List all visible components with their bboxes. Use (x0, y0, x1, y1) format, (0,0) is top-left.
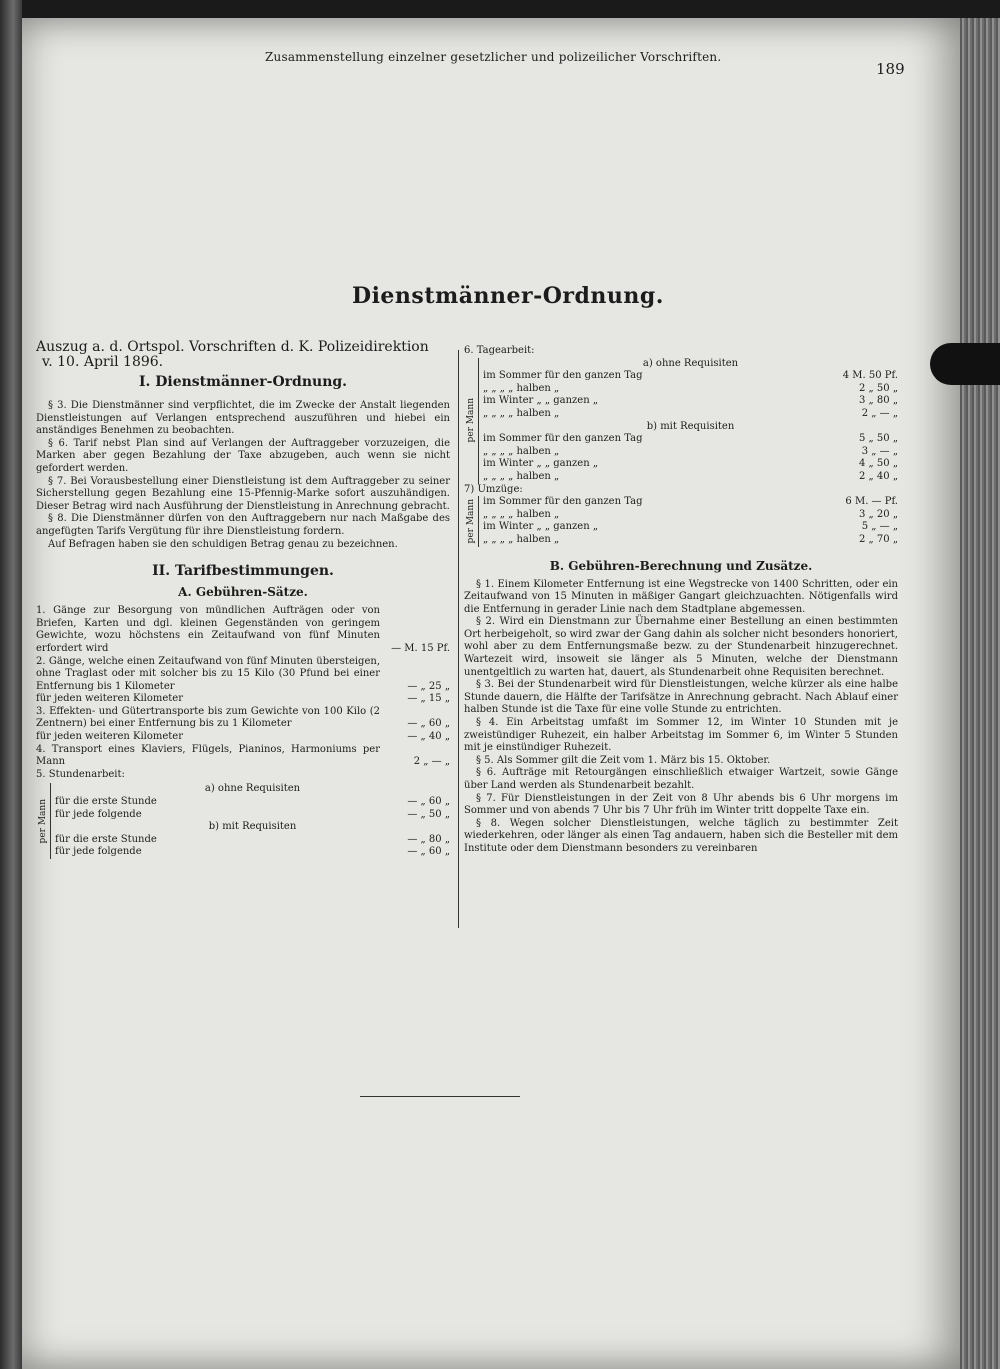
tariff-amount: 3 „ 80 „ (859, 395, 898, 407)
paragraph: § 3. Die Dienstmänner sind verpflichtet, die im Zwecke der Anstalt liegenden Dienstleistungen auf Verlangen entsprechend auszuführen und hiebei ein anständiges Benehmen zu beobachten. (36, 400, 450, 437)
tariff-text: im Sommer für den ganzen Tag (483, 496, 643, 508)
tariff-amount: 4 M. 50 Pf. (842, 370, 898, 382)
closing-rule (360, 1096, 520, 1097)
tariff-text: im Winter „ „ ganzen „ (483, 521, 599, 533)
tariff-row (483, 458, 898, 471)
umzuege-block (464, 496, 898, 546)
page-title: Dienstmänner-Ordnung. (352, 283, 664, 309)
paragraph: § 4. Ein Arbeitstag umfaßt im Sommer 12, im Winter 10 Stunden mit je zweistündiger Ruhezeit, ein halber Arbeitstag im Sommer 6, im Winter 5 Stunden mit je einstündiger Ruhezeit. (464, 717, 898, 754)
section-heading-2: II. Tarifbestimmungen. (152, 563, 334, 580)
tariff-text: im Sommer für den ganzen Tag (483, 433, 643, 445)
stundenarbeit-body (55, 783, 450, 859)
tariff-row (483, 395, 898, 408)
per-mann-label (464, 358, 479, 484)
tariff-row (483, 534, 898, 547)
tariff-row (483, 496, 898, 509)
item-6-label: 6. Tagearbeit: (464, 345, 535, 356)
paragraph: § 6. Aufträge mit Retourgängen einschließlich etwaiger Wartzeit, sowie Gänge über Land werden als Stundenarbeit bezahlt. (464, 767, 898, 791)
tariff-row (55, 846, 450, 859)
tariff-text: im Winter „ „ ganzen „ (483, 458, 599, 470)
tariff-amount: 3 „ 20 „ (859, 508, 898, 520)
sub-heading: a) ohne Requisiten (642, 357, 739, 369)
tariff-row (483, 446, 898, 459)
tariff-text: für die erste Stunde (55, 796, 157, 808)
paragraph: § 8. Wegen solcher Dienstleistungen, welche täglich zu bestimmter Zeit wiederkehren, oder länger als einen Tag andauern, haben sich die Besteller mit dem Institute oder dem Dienstmann besonders zu vereinbaren (464, 817, 898, 854)
tariff-row (483, 509, 898, 522)
paragraph: § 3. Bei der Stundenarbeit wird für Dienstleistungen, welche kürzer als eine halbe Stunde dauern, die Hälfte der Tarifsätze in Anrechnung gebracht. Nach Ablauf einer halben Stunde ist die Taxe für eine volle Stunde zu entrichten. (464, 679, 898, 716)
tariff-text: „ „ „ „ halben „ (483, 407, 560, 419)
tariff-text: für die erste Stunde (55, 833, 157, 845)
tariff-row (55, 796, 450, 809)
subsection-heading-a: A. Gebühren-Sätze. (178, 585, 308, 600)
tariff-amount: — „ 60 „ (407, 718, 450, 730)
column-divider (458, 350, 459, 928)
running-head: Zusammenstellung einzelner gesetzlicher und polizeilicher Vorschriften. (265, 50, 722, 64)
tariff-amount: 5 „ 50 „ (859, 433, 898, 445)
tariff-text: 3. Effekten- und Gütertransporte bis zum Gewichte von 100 Kilo (2 Zentnern) bei einer Entfernung bis zu 1 Kilometer (36, 705, 380, 730)
source-note (36, 340, 450, 370)
tariff-text: „ „ „ „ halben „ (483, 382, 560, 394)
paragraph: § 1. Einem Kilometer Entfernung ist eine Wegstrecke von 1400 Schritten, oder ein Zeitaufwand von 15 Minuten in mäßiger Gangart gleichzuachten. Nötigenfalls wird die Entfernung in gerader Linie nach dem Stadtplane abgemessen. (464, 578, 898, 615)
tariff-text: „ „ „ „ halben „ (483, 533, 560, 545)
tariff-text: 2. Gänge, welche einen Zeitaufwand von fünf Minuten übersteigen, ohne Traglast oder mit solcher bis zu 15 Kilo (30 Pfund bei einer Entfernung bis 1 Kilometer (36, 655, 380, 692)
tariff-text: im Sommer für den ganzen Tag (483, 370, 643, 382)
page-fore-edge (960, 18, 1000, 1369)
tariff-amount: 2 „ 50 „ (859, 382, 898, 394)
tariff-amount: — „ 60 „ (407, 796, 450, 808)
paragraph: § 7. Für Dienstleistungen in der Zeit von 8 Uhr abends bis 6 Uhr morgens im Sommer und von abends 7 Uhr bis 7 Uhr früh im Winter tritt doppelte Taxe ein. (464, 792, 898, 817)
tariff-amount: 2 „ 40 „ (859, 470, 898, 482)
per-mann-label (464, 496, 479, 546)
sub-heading: b) mit Requisiten (646, 420, 735, 432)
tariff-amount: — „ 60 „ (407, 846, 450, 858)
tariff-row (483, 408, 898, 421)
tariff-row (483, 383, 898, 396)
tariff-row (36, 693, 450, 706)
paragraph: § 7. Bei Vorausbestellung einer Dienstleistung ist dem Auftraggeber zu seiner Sicherstellung gegen Bezahlung eine 15-Pfennig-Marke sofort auszuhändigen. Dieser Betrag wird nach Ausführung der Dienstleistung in Anrechnung gebracht. (36, 475, 450, 512)
tariff-row (36, 605, 450, 655)
tariff-text: im Winter „ „ ganzen „ (483, 395, 599, 407)
tariff-amount: 5 „ — „ (861, 521, 898, 533)
paragraph: Auf Befragen haben sie den schuldigen Betrag genau zu bezeichnen. (48, 538, 398, 550)
tariff-row (483, 521, 898, 534)
tariff-text: 1. Gänge zur Besorgung von mündlichen Aufträgen oder von Briefen, Karten und dgl. kleinen Gegenständen von geringem Gewichte, wozu höchstens ein Zeitaufwand von fünf Minuten erfordert wird (36, 605, 380, 654)
per-mann-text: per Mann (466, 499, 476, 544)
tariff-amount: — „ 80 „ (407, 833, 450, 845)
sub-heading: a) ohne Requisiten (204, 783, 301, 795)
tariff-row (55, 809, 450, 822)
tariff-text: für jede folgende (55, 808, 142, 820)
tariff-row (55, 834, 450, 847)
left-column (36, 340, 450, 859)
right-column (464, 345, 898, 856)
tariff-amount: — „ 15 „ (407, 693, 450, 705)
source-line-1: Auszug a. d. Ortspol. Vorschriften d. K. Polizeidirektion (36, 339, 429, 355)
source-line-2: v. 10. April 1896. (42, 354, 164, 370)
paragraph: § 5. Als Sommer gilt die Zeit vom 1. März bis 15. Oktober. (476, 754, 771, 766)
tariff-row (36, 706, 450, 731)
tariff-row (483, 433, 898, 446)
tariff-text: für jeden weiteren Kilometer (36, 731, 183, 743)
stundenarbeit-block (36, 783, 450, 859)
paragraph: § 8. Die Dienstmänner dürfen von den Auftraggebern nur nach Maßgabe des angefügten Tarifs Vergütung für ihre Dienstleistung fordern. (36, 513, 450, 537)
tagearbeit-body (483, 358, 898, 484)
page-number: 189 (876, 60, 905, 78)
tariff-text: für jeden weiteren Kilometer (36, 693, 183, 705)
tariff-row (36, 656, 450, 694)
tariff-text: „ „ „ „ halben „ (483, 508, 560, 520)
thumb-index-notch (930, 343, 1000, 385)
tariff-amount: — „ 40 „ (407, 731, 450, 743)
per-mann-text: per Mann (38, 799, 48, 844)
tariff-amount: — „ 25 „ (407, 680, 450, 692)
item-5-label: 5. Stundenarbeit: (36, 768, 125, 780)
tariff-text: 4. Transport eines Klaviers, Flügels, Pianinos, Harmoniums per Mann (36, 743, 380, 768)
tagearbeit-block (464, 358, 898, 484)
per-mann-label (36, 783, 51, 859)
sub-heading: b) mit Requisiten (208, 821, 297, 833)
umzuege-body (483, 496, 898, 546)
tariff-amount: 2 „ — „ (413, 756, 450, 768)
tariff-amount: 3 „ — „ (861, 445, 898, 457)
book-gutter (0, 0, 22, 1369)
tariff-amount: 6 M. — Pf. (845, 496, 898, 508)
tariff-amount: — M. 15 Pf. (391, 642, 450, 654)
tariff-row (483, 370, 898, 383)
tariff-amount: — „ 50 „ (407, 808, 450, 820)
tariff-row (36, 731, 450, 744)
paragraph: § 2. Wird ein Dienstmann zur Übernahme einer Bestellung an einen bestimmten Ort herbeigeholt, so wird zwar der Gang dahin als solcher nicht besonders honoriert, wohl aber zu dem Entfernungsmaße bezw. zu der Stundenarbeit hinzugerechnet. Wartezeit wird, insoweit sie länger als 5 Minuten, welche der Dienstmann unentgeltlich zu warten hat, dauert, als Stundenarbeit ohne Requisiten berechnet. (464, 616, 898, 678)
tariff-text: für jede folgende (55, 846, 142, 858)
item-7-label: 7) Umzüge: (464, 483, 523, 495)
paragraph: § 6. Tarif nebst Plan sind auf Verlangen der Auftraggeber vorzuzeigen, die Marken aber gegen Bezahlung der Taxe abzugeben, auch wenn sie nicht gefordert werden. (36, 437, 450, 474)
tariff-amount: 2 „ — „ (861, 407, 898, 419)
per-mann-text: per Mann (466, 398, 476, 443)
tariff-row (483, 471, 898, 484)
tariff-amount: 2 „ 70 „ (859, 533, 898, 545)
tariff-row (36, 744, 450, 769)
section-heading-1: I. Dienstmänner-Ordnung. (138, 374, 348, 390)
tariff-amount: 4 „ 50 „ (859, 458, 898, 470)
subsection-heading-b: B. Gebühren-Berechnung und Zusätze. (549, 558, 813, 573)
tariff-text: „ „ „ „ halben „ (483, 445, 560, 457)
tariff-text: „ „ „ „ halben „ (483, 470, 560, 482)
